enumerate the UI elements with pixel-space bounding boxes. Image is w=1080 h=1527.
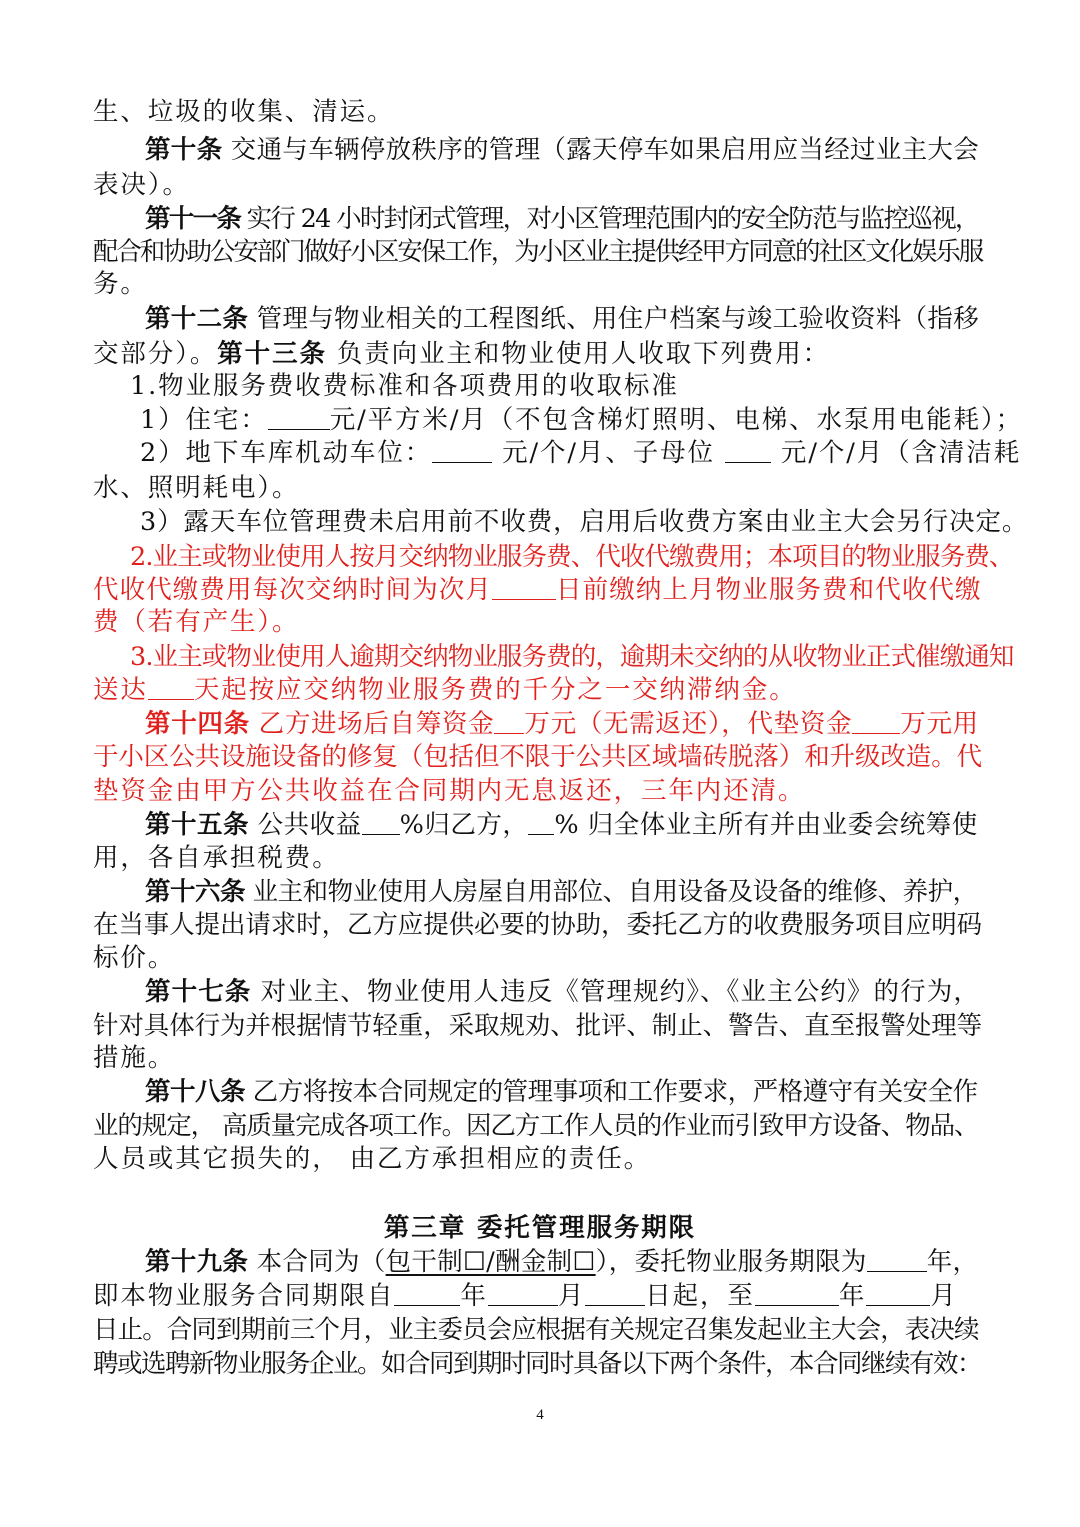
text-line — [93, 1010, 983, 1043]
chapter-heading: 第三章 委托管理服务期限 — [383, 1213, 697, 1243]
article-heading: 第十九条 — [145, 1247, 249, 1277]
fill-blank — [394, 1281, 460, 1306]
article-17 — [145, 976, 983, 1009]
article-14 — [145, 708, 983, 741]
fill-blank — [268, 405, 330, 430]
text-segment: 聘或选聘新物业服务企业。如合同到期时同时具备以下两个条件，本合同继续有效： — [93, 1349, 982, 1379]
article-heading: 第十八条 — [145, 1077, 246, 1107]
text-segment: 乙方进场后自筹资金 — [249, 709, 495, 739]
fill-blank — [494, 709, 524, 734]
article-heading: 第十七条 — [145, 977, 252, 1007]
text-segment: % 归全体业主所有并由业委会统筹使 — [554, 810, 978, 840]
article-10 — [145, 134, 983, 167]
text-segment: 年 — [460, 1281, 488, 1311]
fill-blank — [852, 709, 900, 734]
text-segment: 负责向业主和物业使用人收取下列费用： — [326, 339, 831, 369]
text-segment: 年， — [926, 1247, 979, 1277]
text-segment: 公共收益 — [249, 810, 362, 840]
text-line — [93, 1143, 983, 1176]
fill-blank — [866, 1281, 930, 1306]
text-segment: 业主和物业使用人房屋自用部位、自用设备及设备的维修、养护， — [245, 877, 978, 907]
text-segment: 实行 24 小时封闭式管理，对小区管理范围内的安全防范与监控巡视， — [240, 204, 979, 234]
article-heading: 第十四条 — [145, 709, 250, 739]
page-number: 4 — [536, 1407, 544, 1423]
fill-blank — [488, 1281, 558, 1306]
text-segment: 年 — [838, 1281, 867, 1311]
text-segment: 1.物业服务费收费标准和各项费用的收取标准 — [130, 371, 679, 401]
text-line — [93, 472, 983, 505]
text-segment: 3.业主或物业使用人逾期交纳物业服务费的，逾期未交纳的从收物业正式催缴通知 — [130, 642, 1014, 672]
text-segment: 水、照明耗电）。 — [93, 473, 300, 503]
text-segment: 代收代缴费用每次交纳时间为次月 — [93, 575, 493, 605]
text-segment: 生、垃圾的收集、清运。 — [93, 97, 395, 127]
fill-blank — [148, 675, 194, 700]
article-15 — [145, 809, 983, 842]
text-segment: 2.业主或物业使用人按月交纳物业服务费、代收代缴费用；本项目的物业服务费、 — [130, 542, 1014, 572]
text-segment: 1）住宅： — [140, 405, 268, 435]
text-segment: 垫资金由甲方公共收益在合同期内无息返还，三年内还清。 — [93, 776, 806, 806]
article-heading: 第十五条 — [145, 810, 250, 840]
text-segment: 表决）。 — [93, 170, 190, 200]
text-segment: 3）露天车位管理费未启用前不收费，启用后收费方案由业主大会另行决定。 — [140, 507, 1029, 537]
text-line — [93, 842, 983, 875]
text-segment: 对业主、物业使用人违反《管理规约》、《业主公约》的行为， — [251, 977, 980, 1007]
fill-blank — [492, 575, 556, 600]
highlighted-line — [93, 775, 983, 808]
text-line — [93, 1042, 983, 1075]
text-line — [93, 1348, 983, 1381]
text-segment: 措施。 — [93, 1043, 176, 1073]
text-segment: 于小区公共设施设备的修复（包括但不限于公共区域墙砖脱落）和升级改造。代 — [93, 742, 983, 772]
fill-blank — [585, 1281, 645, 1306]
text-segment: 配合和协助公安部门做好小区安保工作，为小区业主提供经甲方同意的社区文化娱乐服 — [93, 237, 983, 267]
highlighted-line — [93, 741, 983, 774]
text-line — [130, 370, 1020, 403]
text-line — [140, 404, 1030, 437]
fill-blank — [755, 1281, 839, 1306]
article-heading: 第十三条 — [217, 339, 327, 369]
text-segment: 在当事人提出请求时，乙方应提供必要的协助，委托乙方的收费服务项目应明码 — [93, 910, 983, 940]
text-segment: 2）地下车库机动车位： — [140, 438, 433, 468]
text-segment: ），委托物业服务期限为 — [595, 1247, 867, 1277]
article-19 — [145, 1246, 983, 1279]
text-line — [93, 1280, 983, 1313]
fill-blank — [528, 810, 554, 835]
text-segment: 交通与车辆停放秩序的管理（露天停车如果启用应当经过业主大会 — [222, 135, 980, 165]
text-segment: 乙方将按本合同规定的管理事项和工作要求，严格遵守有关安全作 — [245, 1077, 978, 1107]
fill-blank — [362, 810, 400, 835]
text-segment: 务。 — [93, 269, 148, 299]
text-segment: 元/个/月、子母位 — [492, 438, 725, 468]
article-heading: 第十条 — [145, 135, 223, 165]
article-heading: 第十六条 — [145, 877, 246, 907]
article-11 — [145, 203, 983, 236]
text-segment: 日前缴纳上月物业服务费和代收代缴 — [556, 575, 982, 605]
text-line — [93, 942, 983, 975]
fill-blank — [867, 1247, 927, 1272]
text-segment: 万元用 — [900, 709, 979, 739]
text-segment: 费（若有产生）。 — [93, 607, 300, 637]
highlighted-line — [93, 674, 983, 707]
text-segment: 即本物业服务合同期限自 — [93, 1281, 395, 1311]
text-line — [93, 1314, 983, 1347]
text-line — [93, 96, 983, 129]
text-segment: 天起按应交纳物业服务费的千分之一交纳滞纳金。 — [193, 675, 797, 705]
article-18 — [145, 1076, 983, 1109]
article-13 — [93, 338, 983, 371]
article-12 — [145, 303, 983, 336]
highlighted-line — [93, 574, 983, 607]
article-16 — [145, 876, 983, 909]
article-heading: 第十二条 — [145, 304, 249, 334]
fill-blank — [725, 438, 771, 463]
text-segment: 日止。合同到期前三个月，业主委员会应根据有关规定召集发起业主大会，表决续 — [93, 1315, 979, 1345]
text-segment: 标价。 — [93, 943, 176, 973]
text-line — [140, 437, 1030, 470]
fill-blank — [432, 438, 492, 463]
highlighted-line — [130, 541, 1020, 574]
highlighted-line — [93, 606, 983, 639]
text-segment: 月 — [557, 1281, 586, 1311]
highlighted-line — [130, 641, 1020, 674]
text-segment: 日起，至 — [645, 1281, 755, 1311]
text-line — [93, 169, 983, 202]
text-segment: %归乙方， — [399, 810, 529, 840]
text-line — [93, 236, 983, 269]
text-segment: 业的规定， 高质量完成各项工作。因乙方工作人员的作业而引致甲方设备、物品、 — [93, 1111, 979, 1141]
text-segment: 本合同为（ — [248, 1247, 386, 1277]
text-line — [93, 268, 983, 301]
text-segment: 交部分）。 — [93, 339, 218, 369]
text-line — [93, 909, 983, 942]
text-segment: 人员或其它损失的， 由乙方承担相应的责任。 — [93, 1144, 652, 1174]
contract-type-options: 包干制☐/酬金制☐ — [385, 1247, 596, 1277]
text-line — [93, 1110, 983, 1143]
text-line — [140, 506, 1030, 539]
text-segment: 用，各自承担税费。 — [93, 843, 340, 873]
text-segment: 送达 — [93, 675, 148, 705]
text-segment: 万元（无需返还），代垫资金 — [524, 709, 853, 739]
text-segment: 元/平方米/月（不包含梯灯照明、电梯、水泵用电能耗）； — [329, 405, 1023, 435]
text-segment: 月 — [930, 1281, 958, 1311]
text-segment: 针对具体行为并根据情节轻重，采取规劝、批评、制止、警告、直至报警处理等 — [93, 1011, 983, 1041]
article-heading: 第十一条 — [145, 204, 241, 234]
text-segment: 管理与物业相关的工程图纸、用住户档案与竣工验收资料（指移 — [248, 304, 980, 334]
text-segment: 元/个/月（含清洁耗 — [770, 438, 1022, 468]
